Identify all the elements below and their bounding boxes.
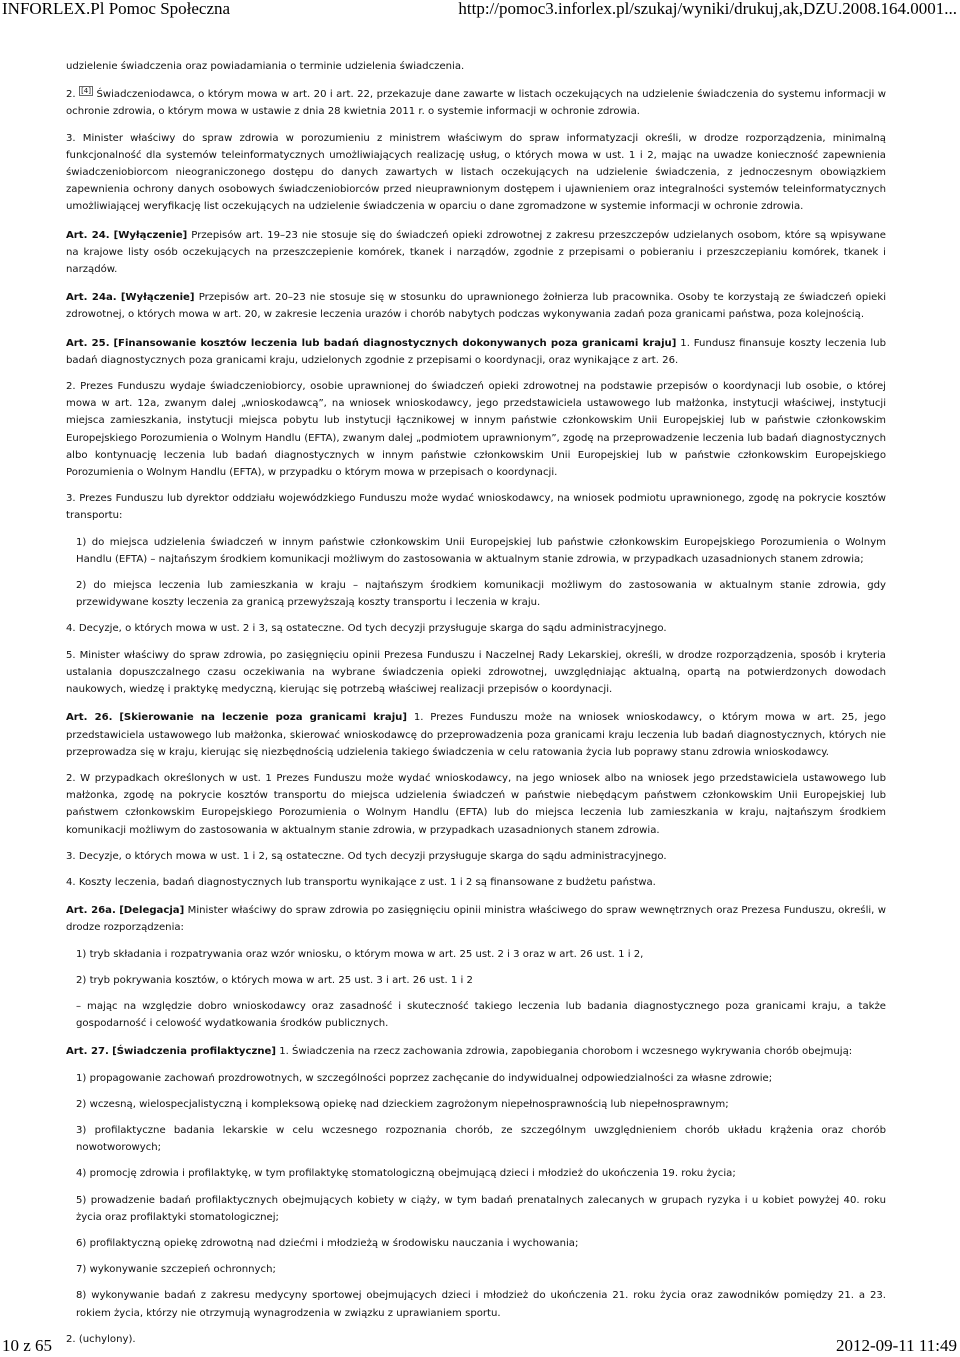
article-24a <box>66 289 886 323</box>
print-header <box>0 0 960 22</box>
list-item: 5) prowadzenie badań profilaktycznych obejmujących kobiety w ciąży, w tym badań prenatalnych zalecanych w grupach ryzyka i u kobiet powyżej 40. roku życia oraz profilaktyki stomatologicznej; <box>76 1194 886 1223</box>
list-item: 8) wykonywanie badań z zakresu medycyny sportowej obejmujących dzieci i młodzież do ukończenia 21. roku życia oraz zawodników pomiędzy 21. a 23. rokiem życia, którzy nie otrzymują wynagrodzenia w związku z uprawianiem sportu. <box>76 1290 886 1319</box>
list-item: 1) tryb składania i rozpatrywania oraz wzór wniosku, o którym mowa w art. 25 ust. 2 i 3 oraz w art. 26 ust. 1 i 2, <box>76 948 644 960</box>
dash-paragraph: – mając na względzie dobro wnioskodawcy oraz zasadność i skuteczność takiego leczenia lub badania diagnostycznego poza granicami kraju, a także gospodarność i celowość wydatkowania środków publicznych. <box>76 1000 886 1030</box>
paragraph: 3. Decyzje, o których mowa w ust. 1 i 2, są ostateczne. Od tych decyzji przysługuje skarga do sądu administracyjnego. <box>66 850 667 862</box>
article-text: 1. Fundusz finansuje koszty leczenia lub badań diagnostycznych poza granicami kraju, udzielonych zgodnie z przepisami o koordynacji, oraz wynikające z art. 26. <box>66 337 886 366</box>
print-footer <box>0 1336 960 1356</box>
paragraph: 5. Minister właściwy do spraw zdrowia, po zasięgnięciu opinii Prezesa Funduszu i Naczelnej Rady Lekarskiej, określi, w drodze rozporządzenia, sposób i kryteria ustalania dopuszczalnego czasu oczekiwania na wybrane świadczenia opieki zdrowotnej, uwzględniając aktualną, opartą na potwierdzonych dowodach naukowych, wiedzę i praktykę medyczną, kierując się potrzebą właściwej realizacji przepisów o koordynacji. <box>66 649 886 696</box>
article-title: [Świadczenia profilaktyczne] <box>112 1046 276 1058</box>
article-label: Art. 25. <box>66 337 110 349</box>
header-url: http://pomoc3.inforlex.pl/szukaj/wyniki/drukuj,ak,DZU.2008.164.0001... <box>458 0 957 18</box>
list-item: 1) propagowanie zachowań prozdrowotnych, w szczególności poprzez zachęcanie do indywidualnej odpowiedzialności za własne zdrowie; <box>76 1072 773 1084</box>
list-item: 1) do miejsca udzielenia świadczeń w innym państwie członkowskim Unii Europejskiej lub państwie członkowskim Europejskiego Porozumienia o Wolnym Handlu (EFTA) – najtańszym środkiem komunikacji możliwym do zastosowania w aktualnym stanie zdrowia, w przypadkach uzasadnionych stanem zdrowia; <box>76 536 886 565</box>
article-24 <box>66 227 886 279</box>
paragraph <box>66 86 886 120</box>
footnote-link[interactable]: [4] <box>81 86 91 95</box>
list-item: 6) profilaktyczną opiekę zdrowotną nad dziećmi i młodzieżą w środowisku nauczania i wychowania; <box>76 1237 579 1249</box>
article-title: [Wyłączenie] <box>120 292 195 304</box>
header-site-title: INFORLEX.Pl Pomoc Społeczna <box>2 0 231 18</box>
document-body <box>66 58 886 1348</box>
article-label: Art. 24. <box>66 229 110 241</box>
paragraph-number: 2. <box>66 89 76 101</box>
paragraph: 2. W przypadkach określonych w ust. 1 Prezes Funduszu może wydać wnioskodawcy, na jego wniosek albo na wniosek jego przedstawiciela ustawowego lub małżonka, zgodę na pokrycie kosztów transportu do miejsca udzielenia świadczeń w państwie niebędącym państwem członkowskim Unii Europejskiej lub państwem członkowskim Europejskiego Porozumienia o Wolnym Handlu (EFTA) lub do miejsca leczenia lub zamieszkania w kraju, najtańszym środkiem komunikacji możliwym do zastosowania w aktualnym stanie zdrowia, w przypadkach uzasadnionych stanem zdrowia. <box>66 772 886 836</box>
page-counter: 10 z 65 <box>2 1336 53 1355</box>
article-text: Przepisów art. 19–23 nie stosuje się do świadczeń opieki zdrowotnej z zakresu przeszczepów udzielanych osobom, które są wpisywane na krajowe listy osób oczekujących na przeszczepienie komórek, tkanek i narządów, zgodnie z przepisami o pobieraniu i przeszczepianiu komórek, tkanek i narządów. <box>66 229 886 276</box>
article-title: [Skierowanie na leczenie poza granicami kraju] <box>119 712 407 724</box>
list-item: 3) profilaktyczne badania lekarskie w celu wczesnego rozpoznania chorób, ze szczególnym uwzględnieniem chorób układu krążenia oraz chorób nowotworowych; <box>76 1124 886 1154</box>
article-label: Art. 27. <box>66 1046 109 1058</box>
article-text: 1. Prezes Funduszu może na wniosek wnioskodawcy, o którym mowa w art. 25, jego przedstawiciela ustawowego lub małżonka, skierować wnioskodawcę do przeprowadzenia poza granicami kraju leczenia lub badań diagnostycznych, których nie przeprowadza się w kraju, kierując się niezbędnością udzielenia takiego świadczenia w celu ratowania życia lub poprawy stanu zdrowia wnioskodawcy. <box>66 712 886 758</box>
article-title: [Wyłączenie] <box>113 229 188 241</box>
article-label: Art. 24a. <box>66 292 117 304</box>
article-label: Art. 26. <box>66 712 113 724</box>
paragraph: 4. Koszty leczenia, badań diagnostycznych lub transportu wynikające z ust. 1 i 2 są finansowane z budżetu państwa. <box>66 876 656 888</box>
article-label: Art. 26a. <box>66 905 116 917</box>
list-item: 2) tryb pokrywania kosztów, o których mowa w art. 25 ust. 3 i art. 26 ust. 1 i 2 <box>76 974 473 986</box>
list-item: 7) wykonywanie szczepień ochronnych; <box>76 1264 276 1276</box>
print-datetime: 2012-09-11 11:49 <box>835 1336 957 1355</box>
article-title: [Delegacja] <box>119 905 185 917</box>
article-26a <box>66 902 886 936</box>
paragraph: 2. (uchylony). <box>66 1333 136 1345</box>
article-text: 1. Świadczenia na rzecz zachowania zdrowia, zapobiegania chorobom i wczesnego wykrywania chorób obejmują: <box>279 1046 853 1058</box>
list-item: 2) wczesną, wielospecjalistyczną i kompleksową opiekę nad dzieckiem zagrożonym niepełnosprawnością lub niepełnosprawnym; <box>76 1098 729 1110</box>
article-text: Przepisów art. 20–23 nie stosuje się w stosunku do uprawnionego żołnierza lub pracownika. Osoby te korzystają ze świadczeń opieki zdrowotnej, o których mowa w art. 20, w zakresie leczenia urazów i chorób nabytych podczas wykonywania zadań poza granicami państwa, poza kolejnością. <box>66 292 887 321</box>
paragraph: 3. Prezes Funduszu lub dyrektor oddziału wojewódzkiego Funduszu może wydać wnioskodawcy, na wniosek podmiotu uprawnionego, zgodę na pokrycie kosztów transportu: <box>66 493 886 522</box>
article-27 <box>66 1043 886 1060</box>
paragraph-text: Świadczeniodawca, o którym mowa w art. 20 i art. 22, przekazuje dane zawarte w listach oczekujących na udzielenie świadczenia do systemu informacji w ochronie zdrowia, o którym mowa w ustawie z dnia 28 kwietnia 2011 r. o systemie informacji w ochronie zdrowia. <box>66 89 886 118</box>
article-text: Minister właściwy do spraw zdrowia po zasięgnięciu opinii ministra właściwego do spraw wewnętrznych oraz Prezesa Funduszu, określi, w drodze rozporządzenia: <box>66 905 887 934</box>
article-title: [Finansowanie kosztów leczenia lub badań diagnostycznych dokonywanych poza granicami kraju] <box>113 337 677 349</box>
paragraph: 4. Decyzje, o których mowa w ust. 2 i 3, są ostateczne. Od tych decyzji przysługuje skarga do sądu administracyjnego. <box>66 623 667 635</box>
article-26 <box>66 709 886 761</box>
paragraph: 3. Minister właściwy do spraw zdrowia w porozumieniu z ministrem właściwym do spraw informatyzacji określi, w drodze rozporządzenia, minimalną funkcjonalność dla systemów teleinformatycznych umożliwiających realizację usług, o których mowa w ust. 1 i 2, mając na uwadze konieczność zapewnienia świadczeniobiorcom nieograniczonego dostępu do danych zawartych w listach oczekujących na udzielenie świadczenia, z jednoczesnym obowiązkiem zapewnienia ochrony danych osobowych świadczeniobiorców przed nieuprawnionym dostępem i ujawnieniem oraz integralności systemów teleinformatycznych umożliwiającej weryfikację list oczekujących na udzielenie świadczenia w oparciu o dane zgromadzone w systemie informacji w ochronie zdrowia. <box>66 132 886 213</box>
list-item: 4) promocję zdrowia i profilaktykę, w tym profilaktykę stomatologiczną obejmującą dzieci i młodzież do ukończenia 19. roku życia; <box>76 1168 736 1180</box>
list-item: 2) do miejsca leczenia lub zamieszkania w kraju – najtańszym środkiem komunikacji możliwym do zastosowania w aktualnym stanie zdrowia, gdy przewidywane koszty leczenia za granicą przewyższają koszty transportu i leczenia w kraju. <box>76 580 886 609</box>
paragraph: udzielenie świadczenia oraz powiadamiania o terminie udzielenia świadczenia. <box>66 61 465 72</box>
paragraph: 2. Prezes Funduszu wydaje świadczeniobiorcy, osobie uprawnionej do świadczeń opieki zdrowotnej na podstawie przepisów o koordynacji lub osobie, o której mowa w art. 12a, zwanym dalej „wnioskodawcą”, na wniosek wnioskodawcy, jego przedstawiciela ustawowego lub małżonka, instytucji właściwej, instytucji miejsca zamieszkania, instytucji miejsca pobytu lub instytucji łącznikowej w innym państwie członkowskim Unii Europejskiej lub w państwie członkowskim Europejskiego Porozumienia o Wolnym Handlu (EFTA), zwanym dalej „podmiotem uprawnionym”, zgodę na przeprowadzenie leczenia lub badań diagnostycznych albo kontynuację leczenia lub badań diagnostycznych w innym państwie członkowskim Unii Europejskiej lub w państwie członkowskim Europejskiego Porozumienia o Wolnym Handlu (EFTA), w przypadku o którym mowa w przepisach o koordynacji. <box>66 381 886 479</box>
article-25 <box>66 335 886 369</box>
